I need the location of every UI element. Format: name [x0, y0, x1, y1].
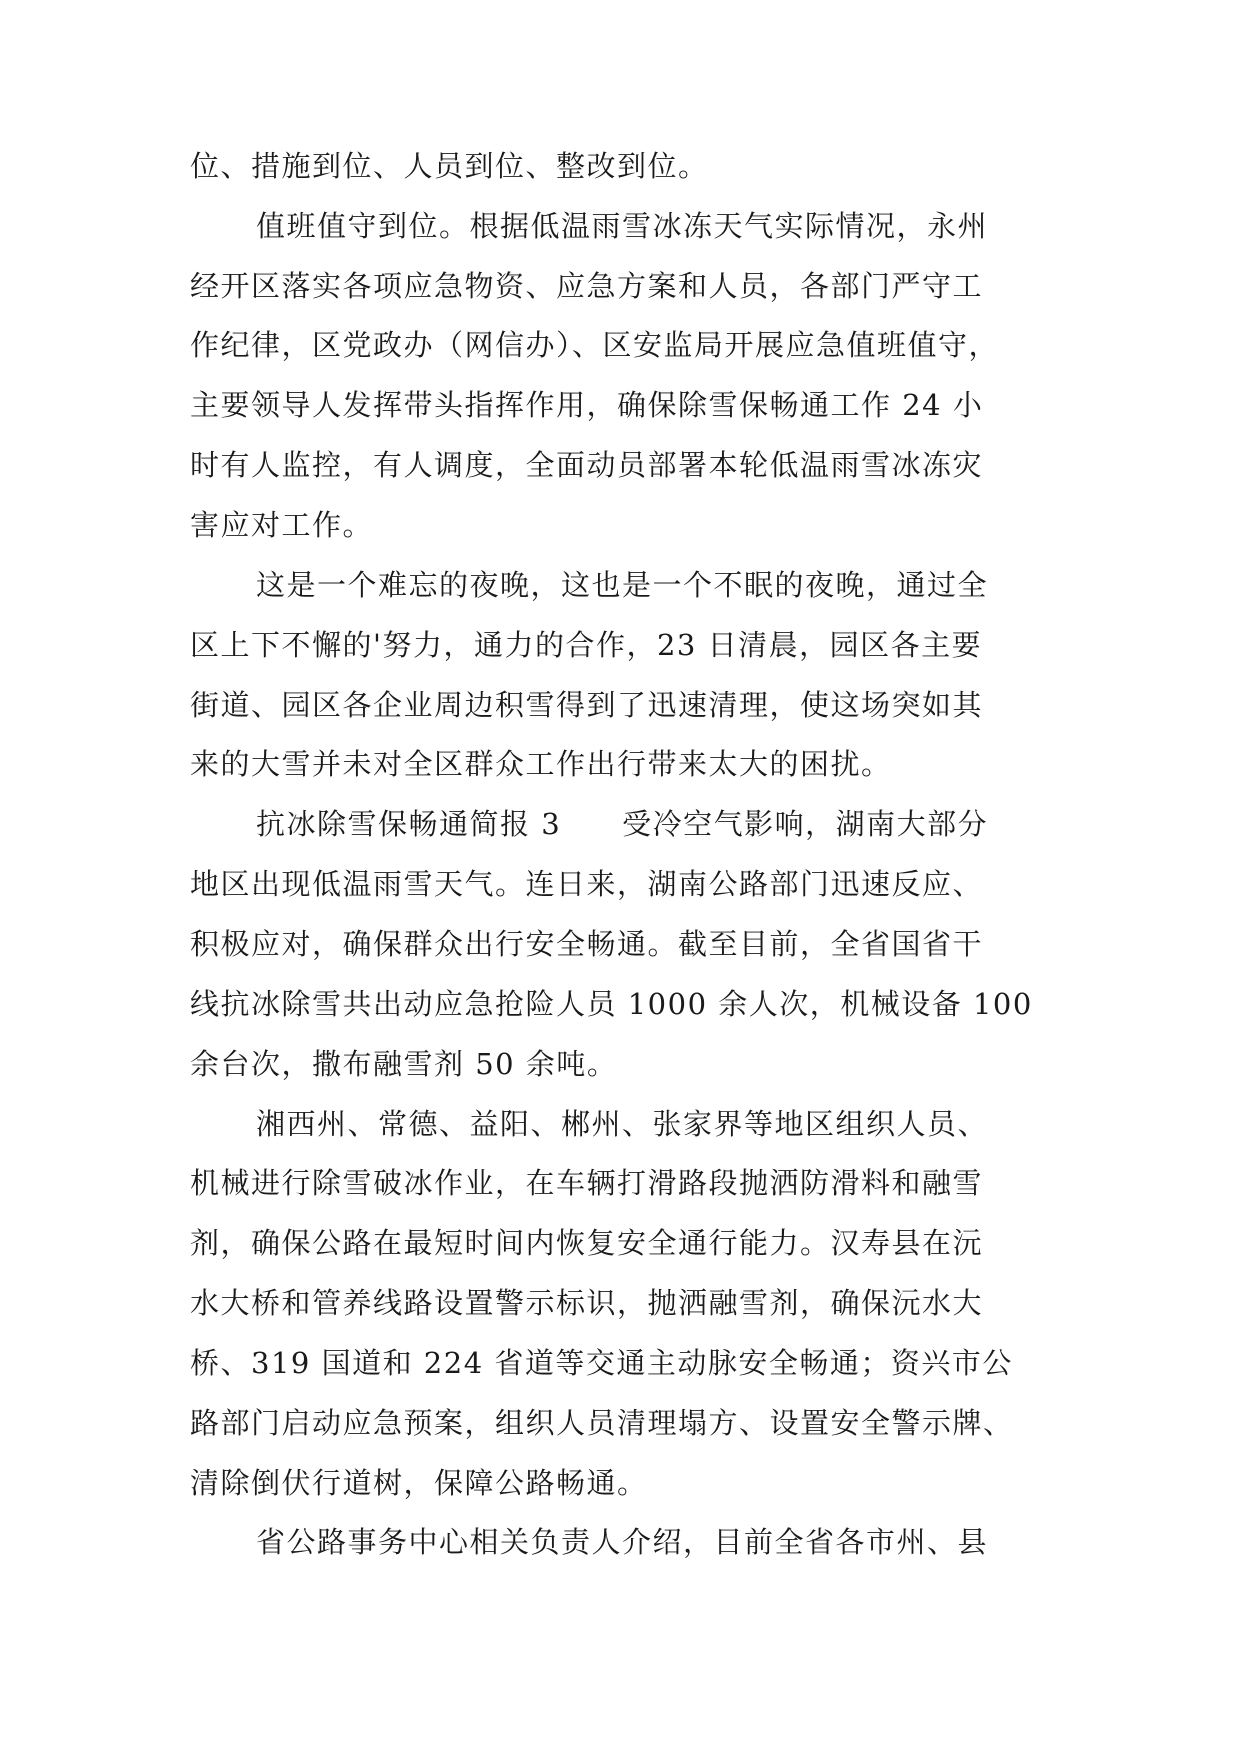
paragraph-first-line: 抗冰除雪保畅通简报 3 受冷空气影响，湖南大部分 — [256, 807, 989, 841]
text-line: 桥、319 国道和 224 省道等交通主动脉安全畅通；资兴市公 — [190, 1346, 1013, 1380]
text-line: 线抗冰除雪共出动应急抢险人员 1000 余人次，机械设备 100 — [190, 987, 1033, 1021]
text-line: 水大桥和管养线路设置警示标识，抛洒融雪剂，确保沅水大 — [190, 1286, 984, 1320]
text-line: 位、措施到位、人员到位、整改到位。 — [190, 149, 709, 183]
text-line: 余台次，撒布融雪剂 50 余吨。 — [190, 1047, 618, 1081]
text-line: 机械进行除雪破冰作业，在车辆打滑路段抛洒防滑料和融雪 — [190, 1166, 984, 1200]
text-line: 路部门启动应急预案，组织人员清理塌方、设置安全警示牌、 — [190, 1406, 1014, 1440]
paragraph-first-line: 这是一个难忘的夜晚，这也是一个不眠的夜晚，通过全 — [256, 568, 989, 602]
paragraph-first-line: 省公路事务中心相关负责人介绍，目前全省各市州、县 — [256, 1525, 989, 1559]
text-line: 区上下不懈的'努力，通力的合作，23 日清晨，园区各主要 — [190, 628, 983, 662]
text-line: 主要领导人发挥带头指挥作用，确保除雪保畅通工作 24 小 — [190, 388, 984, 422]
paragraph-first-line: 湘西州、常德、益阳、郴州、张家界等地区组织人员、 — [256, 1107, 989, 1141]
text-line: 积极应对，确保群众出行安全畅通。截至目前，全省国省干 — [190, 927, 984, 961]
text-line: 地区出现低温雨雪天气。连日来，湖南公路部门迅速反应、 — [190, 867, 984, 901]
text-line: 来的大雪并未对全区群众工作出行带来太大的困扰。 — [190, 747, 892, 781]
text-line: 剂，确保公路在最短时间内恢复安全通行能力。汉寿县在沅 — [190, 1226, 984, 1260]
text-line: 作纪律，区党政办（网信办）、区安监局开展应急值班值守， — [190, 328, 1000, 362]
paragraph-first-line: 值班值守到位。根据低温雨雪冰冻天气实际情况，永州 — [256, 209, 989, 243]
text-line: 经开区落实各项应急物资、应急方案和人员，各部门严守工 — [190, 269, 984, 303]
text-line: 时有人监控，有人调度，全面动员部署本轮低温雨雪冰冻灾 — [190, 448, 984, 482]
text-line: 清除倒伏行道树，保障公路畅通。 — [190, 1466, 648, 1500]
text-line: 街道、园区各企业周边积雪得到了迅速清理，使这场突如其 — [190, 688, 984, 722]
text-line: 害应对工作。 — [190, 508, 374, 542]
